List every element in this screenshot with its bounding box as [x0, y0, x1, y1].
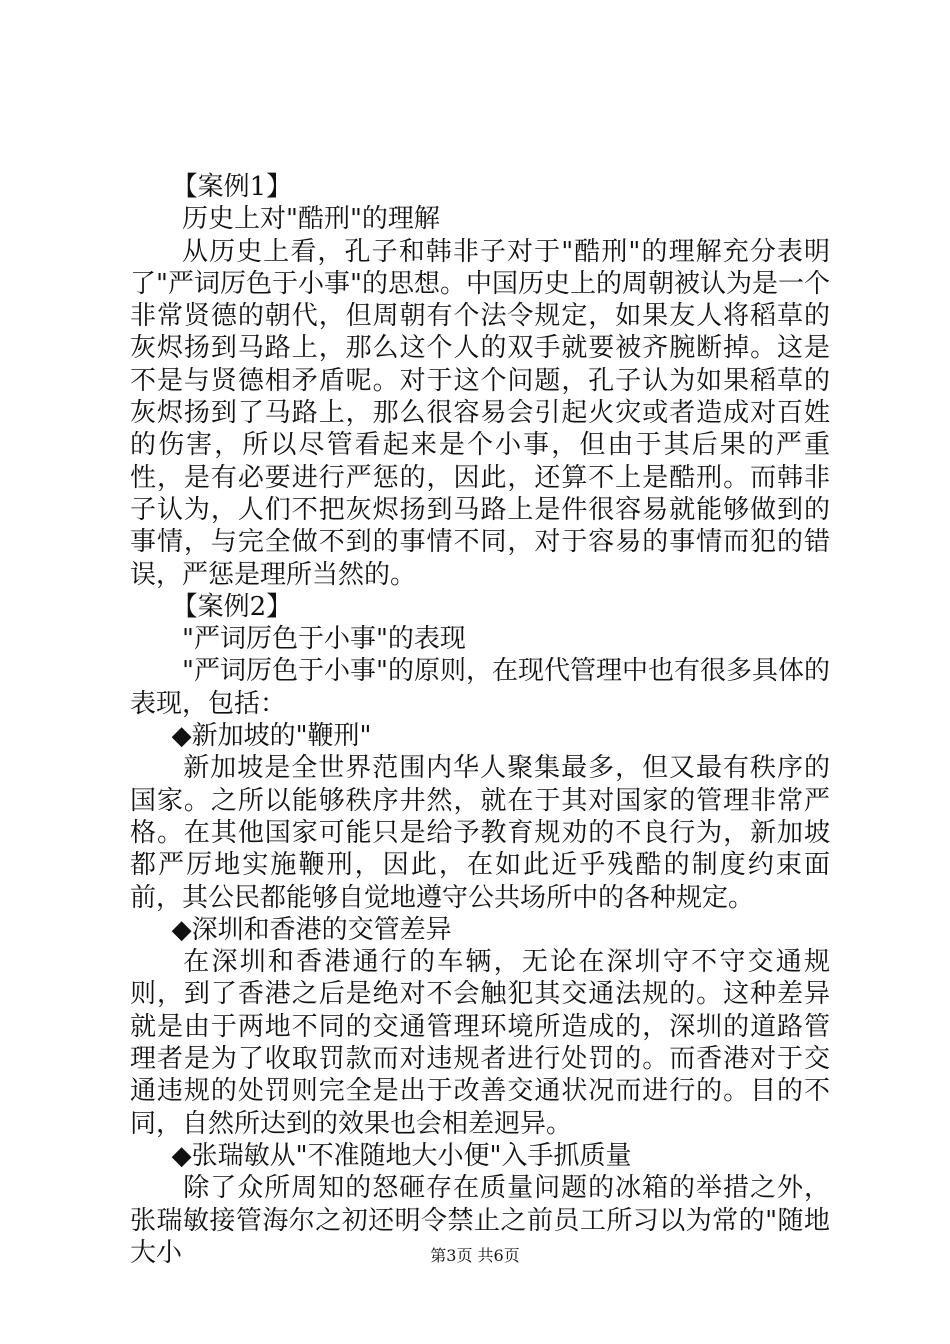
case1-body: 从历史上看，孔子和韩非子对于"酷刑"的理解充分表明了"严词厉色于小事"的思想。中国历史上的周朝被认为是一个非常贤德的朝代，但周朝有个法令规定，如果友人将稻草的灰烬扬到马路上，那么这个人的双手就要被齐腕断掉。这是不是与贤德相矛盾呢。对于这个问题，孔子认为如果稻草的灰烬扬到了马路上，那么很容易会引起火灾或者造成对百姓的伤害，所以尽管看起来是个小事，但由于其后果的严重性，是有必要进行严惩的，因此，还算不上是酷刑。而韩非子认为，人们不把灰烬扬到马路上是件很容易就能够做到的事情，与完全做不到的事情不同，对于容易的事情而犯的错误，严惩是理所当然的。: [130, 236, 830, 590]
case2-label: 【案例2】: [171, 591, 293, 622]
case1-title: 历史上对"酷刑"的理解: [182, 204, 440, 235]
item2-body: 在深圳和香港通行的车辆，无论在深圳守不守交通规则，到了香港之后是绝对不会触犯其交通法规的。这种差异就是由于两地不同的交通管理环境所造成的，深圳的道路管理者是为了收取罚款而对违规者进行处罚的。而香港对于交通违规的处罚则完全是出于改善交通状况而进行的。目的不同，自然所达到的效果也会相差迥异。: [130, 947, 830, 1139]
item3-title: ◆张瑞敏从"不准随地大小便"入手抓质量: [171, 1140, 632, 1171]
case2-title: "严词厉色于小事"的表现: [182, 624, 466, 655]
page-footer: 第3页 共6页: [430, 1246, 520, 1265]
item3-body: 除了众所周知的怒砸存在质量问题的冰箱的举措之外，张瑞敏接管海尔之初还明令禁止之前员工所习以为常的"随地大小: [130, 1173, 830, 1268]
document-body: [130, 171, 830, 1269]
item1-body: 新加坡是全世界范围内华人聚集最多，但又最有秩序的国家。之所以能够秩序井然，就在于其对国家的管理非常严格。在其他国家可能只是给予教育规劝的不良行为，新加坡都严厉地实施鞭刑，因此，在如此近乎残酷的制度约束面前，其公民都能够自觉地遵守公共场所中的各种规定。: [130, 753, 830, 913]
item2-title: ◆深圳和香港的交管差异: [171, 914, 452, 945]
item1-title: ◆新加坡的"鞭刑": [171, 721, 372, 752]
case1-label: 【案例1】: [171, 172, 293, 202]
case2-intro: "严词厉色于小事"的原则，在现代管理中也有很多具体的表现，包括：: [130, 656, 830, 719]
